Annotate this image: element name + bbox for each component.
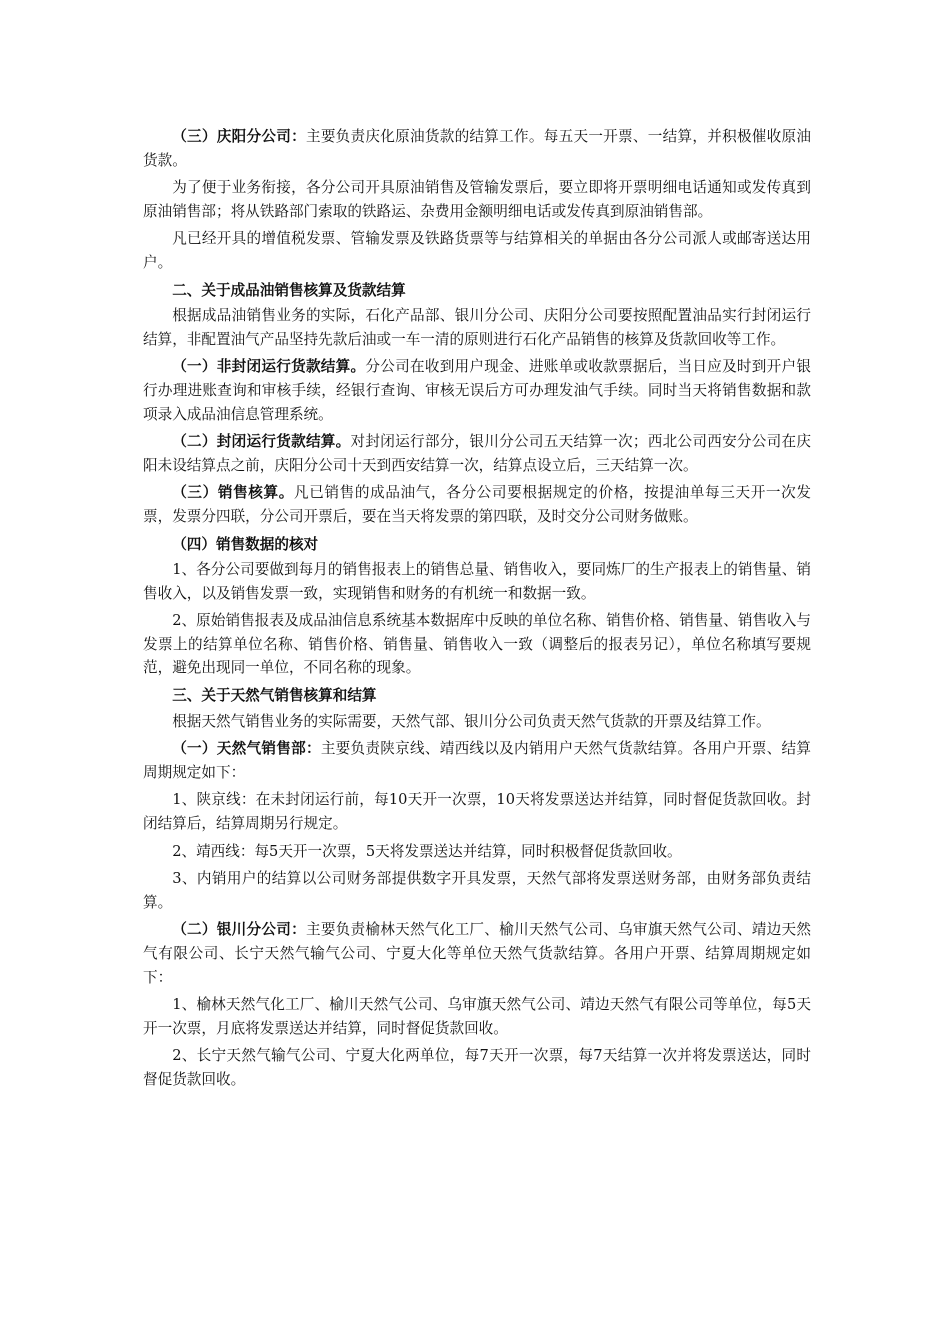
paragraph-body: 1、榆林天然气化工厂、榆川天然气公司、乌审旗天然气公司、靖边天然气有限公司等单位，每5天开一次票，月底将发票送达并结算，同时督促货款回收。 <box>143 996 811 1037</box>
section-heading-refined-oil: 二、关于成品油销售核算及货款结算 <box>172 281 406 299</box>
paragraph-verification-1 <box>143 558 811 605</box>
paragraph-lead: （二）封闭运行货款结算。 <box>172 433 351 451</box>
subheading-data-verification: （四）销售数据的核对 <box>172 535 319 553</box>
paragraph-business-link <box>143 176 811 223</box>
paragraph-body: 主要负责陕京线、靖西线以及内销用户天然气货款结算。各用户开票、结算周期规定如下： <box>143 740 811 781</box>
paragraph-body: 主要负责庆化原油货款的结算工作。每五天一开票、一结算，并积极催收原油货款。 <box>143 128 811 169</box>
paragraph-jingxi-line <box>143 840 811 864</box>
paragraph-lead: （三）庆阳分公司： <box>172 128 306 145</box>
paragraph-refined-oil-intro <box>143 304 811 351</box>
paragraph-body: 为了便于业务衔接，各分公司开具原油销售及管输发票后，要立即将开票明细电话通知或发传真到原油销售部；将从铁路部门索取的铁路运、杂费用金额明细电话或发传真到原油销售部。 <box>143 179 811 220</box>
paragraph-gas-sales-dept <box>143 737 811 784</box>
paragraph-yinchuan-rule-1 <box>143 993 811 1040</box>
paragraph-sales-accounting <box>143 481 811 528</box>
paragraph-body: 2、原始销售报表及成品油信息系统基本数据库中反映的单位名称、销售价格、销售量、销售收入与发票上的结算单位名称、销售价格、销售量、销售收入一致（调整后的报表另记），单位名称填写要规范，避免出现同一单位，不同名称的现象。 <box>143 612 811 677</box>
paragraph-lead: （三）销售核算。 <box>172 484 294 502</box>
paragraph-body: 对封闭运行部分，银川分公司五天结算一次；西北公司西安分公司在庆阳未设结算点之前，庆阳分公司十天到西安结算一次，结算点设立后，三天结算一次。 <box>143 433 811 474</box>
paragraph-lead: （二）银川分公司： <box>172 921 306 939</box>
paragraph-closed-settlement <box>143 430 811 477</box>
paragraph-domestic-users <box>143 867 811 914</box>
paragraph-non-closed-settlement <box>143 355 811 426</box>
paragraph-invoice-delivery <box>143 227 811 274</box>
paragraph-body: 2、靖西线：每5天开一次票，5天将发票送达并结算，同时积极督促货款回收。 <box>172 842 682 860</box>
paragraph-qingyang-branch <box>143 125 811 172</box>
paragraph-shaanjing-line <box>143 788 811 835</box>
paragraph-body: 1、陕京线：在未封闭运行前，每10天开一次票，10天将发票送达并结算，同时督促货款回收。封闭结算后，结算周期另行规定。 <box>143 791 811 833</box>
paragraph-body: 根据成品油销售业务的实际，石化产品部、银川分公司、庆阳分公司要按照配置油品实行封闭运行结算，非配置油气产品坚持先款后油或一车一清的原则进行石化产品销售的核算及货款回收等工作。 <box>143 307 811 348</box>
paragraph-body: 分公司在收到用户现金、进账单或收款票据后，当日应及时到开户银行办理进账查询和审核手续，经银行查询、审核无误后方可办理发油气手续。同时当天将销售数据和款项录入成品油信息管理系统。 <box>143 358 811 423</box>
paragraph-natural-gas-intro <box>143 710 811 734</box>
paragraph-yinchuan-rule-2 <box>143 1044 811 1091</box>
paragraph-body: 根据天然气销售业务的实际需要，天然气部、银川分公司负责天然气货款的开票及结算工作。 <box>172 712 771 730</box>
paragraph-lead: （一）天然气销售部： <box>172 740 321 758</box>
paragraph-verification-2 <box>143 609 811 680</box>
paragraph-lead: （一）非封闭运行货款结算。 <box>172 358 366 376</box>
paragraph-body: 1、各分公司要做到每月的销售报表上的销售总量、销售收入，要同炼厂的生产报表上的销售量、销售收入，以及销售发票一致，实现销售和财务的有机统一和数据一致。 <box>143 561 811 602</box>
document-page <box>143 125 811 1096</box>
paragraph-body: 2、长宁天然气输气公司、宁夏大化两单位，每7天开一次票，每7天结算一次并将发票送达，同时督促货款回收。 <box>143 1047 811 1088</box>
paragraph-yinchuan-branch <box>143 918 811 989</box>
paragraph-body: 凡已经开具的增值税发票、管输发票及铁路货票等与结算相关的单据由各分公司派人或邮寄送达用户。 <box>143 230 811 271</box>
section-heading-natural-gas: 三、关于天然气销售核算和结算 <box>172 687 377 705</box>
paragraph-body: 凡已销售的成品油气，各分公司要根据规定的价格，按提油单每三天开一次发票，发票分四联，分公司开票后，要在当天将发票的第四联，及时交分公司财务做账。 <box>143 484 811 525</box>
paragraph-body: 主要负责榆林天然气化工厂、榆川天然气公司、乌审旗天然气公司、靖边天然气有限公司、长宁天然气输气公司、宁夏大化等单位天然气货款结算。各用户开票、结算周期规定如下： <box>143 921 811 986</box>
paragraph-body: 3、内销用户的结算以公司财务部提供数字开具发票，天然气部将发票送财务部，由财务部负责结算。 <box>143 870 811 911</box>
